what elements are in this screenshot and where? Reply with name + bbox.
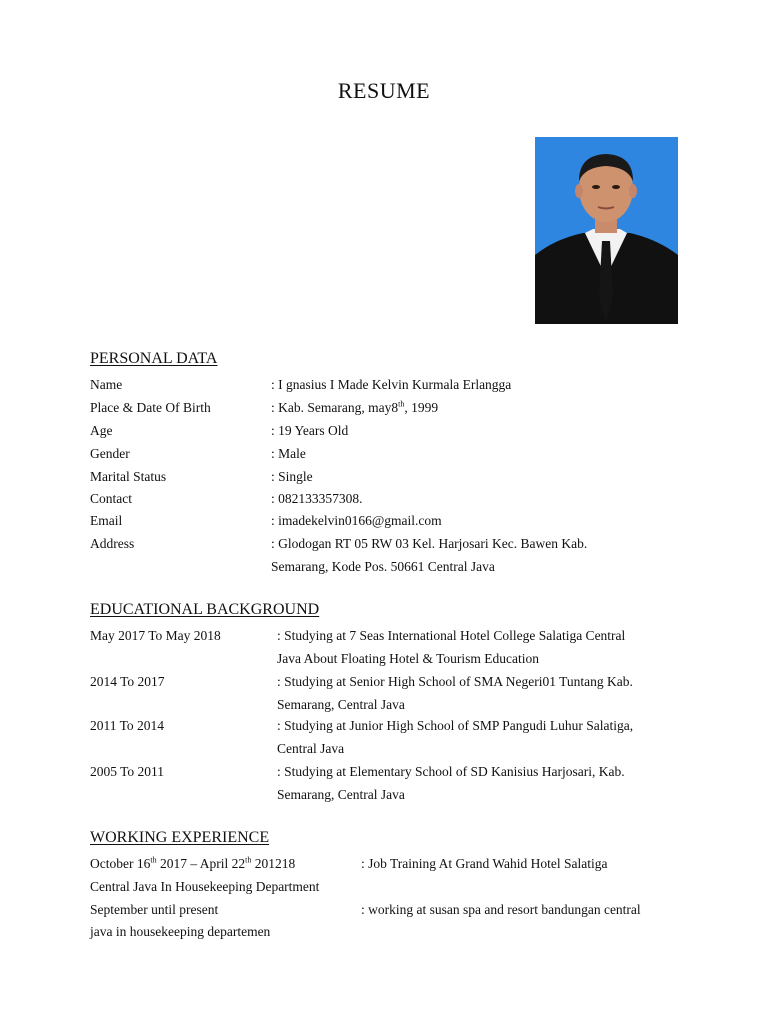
education-period: 2005 To 2011 — [90, 764, 165, 779]
age-label: Age — [90, 423, 113, 438]
name-value: : I gnasius I Made Kelvin Kurmala Erlangga — [271, 377, 512, 392]
education-desc: : Studying at Senior High School of SMA Negeri01 Tuntang Kab. — [277, 674, 633, 689]
education-desc: : Studying at 7 Seas International Hotel College Salatiga Central — [277, 628, 626, 643]
work-heading: WORKING EXPERIENCE — [90, 829, 270, 846]
education-desc-cont: Java About Floating Hotel & Tourism Education — [277, 651, 540, 666]
education-desc-cont: Central Java — [277, 741, 345, 756]
education-desc: : Studying at Junior High School of SMP Pangudi Luhur Salatiga, — [277, 718, 634, 733]
education-period: 2011 To 2014 — [90, 718, 165, 733]
age-value: : 19 Years Old — [271, 423, 349, 438]
gender-label: Gender — [90, 446, 130, 461]
work-desc-cont: java in housekeeping departemen — [90, 924, 271, 939]
address-label: Address — [90, 536, 135, 551]
marital-value: : Single — [271, 469, 313, 484]
resume-title: RESUME — [337, 78, 431, 103]
work-desc-cont: Central Java In Housekeeping Department — [90, 879, 320, 894]
personal-data-heading: PERSONAL DATA — [90, 350, 218, 367]
birth-value: : Kab. Semarang, may8th, 1999 — [271, 399, 439, 415]
education-desc: : Studying at Elementary School of SD Kanisius Harjosari, Kab. — [277, 764, 625, 779]
marital-label: Marital Status — [90, 469, 167, 484]
contact-value: : 082133357308. — [271, 491, 363, 506]
profile-photo — [535, 137, 678, 324]
email-label: Email — [90, 513, 123, 528]
email-value: : imadekelvin0166@gmail.com — [271, 513, 442, 528]
education-period: 2014 To 2017 — [90, 674, 165, 689]
gender-value: : Male — [271, 446, 306, 461]
education-period: May 2017 To May 2018 — [90, 628, 221, 643]
education-desc-cont: Semarang, Central Java — [277, 787, 405, 802]
work-desc: : Job Training At Grand Wahid Hotel Salatiga — [361, 856, 608, 871]
contact-label: Contact — [90, 491, 132, 506]
education-desc-cont: Semarang, Central Java — [277, 697, 405, 712]
education-heading: EDUCATIONAL BACKGROUND — [90, 601, 320, 618]
birth-label: Place & Date Of Birth — [90, 400, 211, 415]
address-value: : Glodogan RT 05 RW 03 Kel. Harjosari Kec. Bawen Kab. — [271, 536, 588, 551]
work-period: September until present — [90, 902, 219, 917]
work-period: October 16th 2017 – April 22th 201218 — [90, 855, 296, 871]
work-desc: : working at susan spa and resort bandungan central — [361, 902, 641, 917]
name-label: Name — [90, 377, 123, 392]
address-value-cont: Semarang, Kode Pos. 50661 Central Java — [271, 559, 495, 574]
